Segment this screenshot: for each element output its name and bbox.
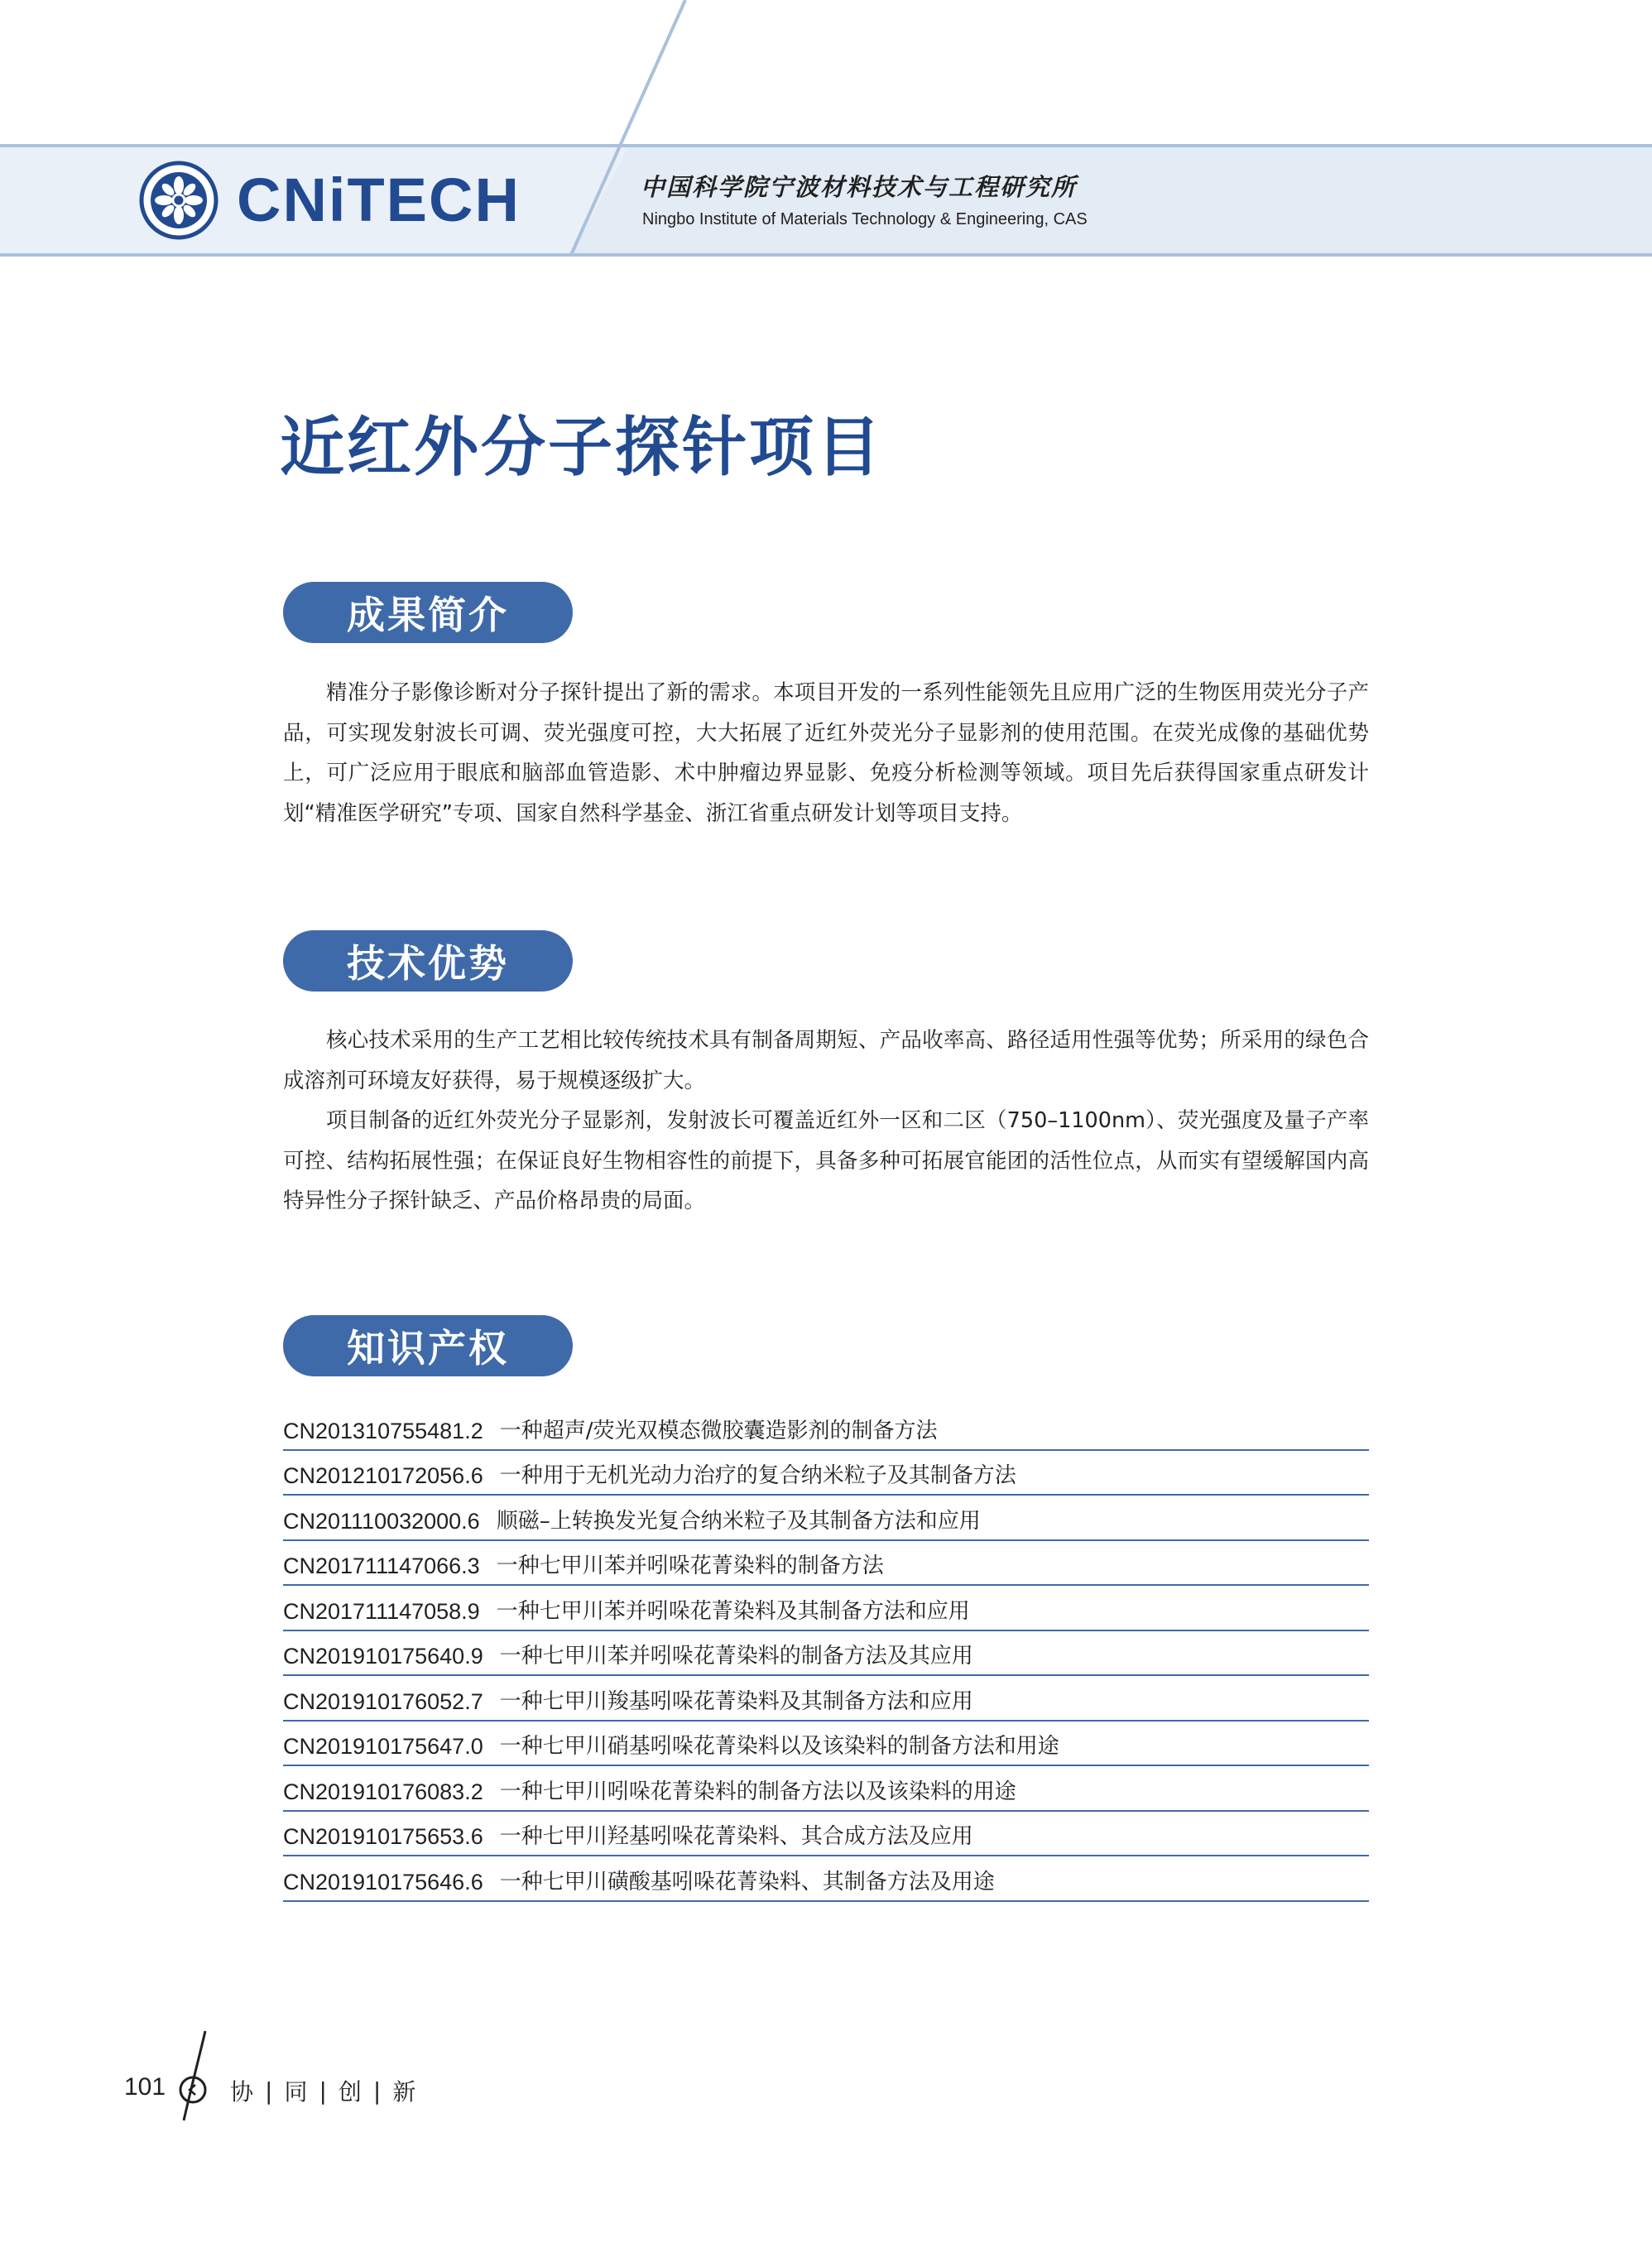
cas-emblem-icon	[139, 161, 219, 240]
separator: |	[372, 2077, 382, 2105]
table-row	[283, 1587, 1369, 1631]
slogan-char: 同	[284, 2078, 308, 2106]
table-row	[283, 1453, 1369, 1496]
patent-title: 一种七甲川苯并吲哚花菁染料的制备方法及其应用	[499, 1644, 973, 1669]
separator: |	[319, 2077, 327, 2105]
advantages-paragraph-1: 核心技术采用的生产工艺相比较传统技术具有制备周期短、产品收率高、路径适用性强等优势；所采用的绿色合成溶剂可环境友好获得，易于规模逐级扩大。	[283, 1028, 1369, 1093]
table-row	[283, 1858, 1369, 1902]
patent-title: 一种七甲川羟基吲哚花菁染料、其合成方法及应用	[499, 1824, 973, 1849]
page-title: 近红外分子探针项目	[280, 411, 884, 485]
patent-title: 一种七甲川苯并吲哚花菁染料的制备方法	[496, 1553, 884, 1578]
section-heading-results: 成果简介	[283, 582, 573, 643]
footer-swirl-icon	[166, 2028, 223, 2127]
table-row	[283, 1497, 1369, 1541]
patent-number: CN201310755481.2	[283, 1418, 483, 1443]
slogan-char: 新	[392, 2078, 416, 2106]
patent-title: 一种超声/荧光双模态微胶囊造影剂的制备方法	[499, 1418, 938, 1443]
patent-list	[283, 1407, 1369, 1902]
patent-title: 一种七甲川硝基吲哚花菁染料以及该染料的制备方法和用途	[499, 1734, 1059, 1759]
patent-number: CN201110032000.6	[283, 1508, 480, 1534]
patent-number: CN201910176083.2	[283, 1779, 483, 1804]
section-heading-advantages: 技术优势	[283, 930, 573, 992]
separator: |	[265, 2077, 273, 2105]
patent-title: 一种用于无机光动力治疗的复合纳米粒子及其制备方法	[499, 1463, 1016, 1488]
patent-number: CN201711147066.3	[283, 1553, 480, 1578]
slogan-char: 协	[230, 2078, 254, 2106]
table-row	[283, 1633, 1369, 1677]
patent-number: CN201711147058.9	[283, 1598, 480, 1624]
page-number: 101	[124, 2073, 166, 2101]
patent-number: CN201910175653.6	[283, 1824, 483, 1849]
patent-title: 一种七甲川磺酸基吲哚花菁染料、其制备方法及用途	[499, 1869, 995, 1894]
patent-title: 一种七甲川羧基吲哚花菁染料及其制备方法和应用	[499, 1688, 973, 1714]
logo	[139, 161, 521, 240]
patent-number: CN201910176052.7	[283, 1688, 483, 1714]
patent-title: 一种七甲川苯并吲哚花菁染料及其制备方法和应用	[496, 1598, 970, 1624]
table-row	[283, 1768, 1369, 1812]
institute-name-en: Ningbo Institute of Materials Technology & Engineering, CAS	[642, 210, 1088, 228]
patent-title: 顺磁–上转换发光复合纳米粒子及其制备方法和应用	[496, 1508, 981, 1534]
patent-title: 一种七甲川吲哚花菁染料的制备方法以及该染料的用途	[499, 1779, 1016, 1804]
institute-name-cn: 中国科学院宁波材料技术与工程研究所	[641, 173, 1078, 201]
patent-number: CN201210172056.6	[283, 1463, 483, 1488]
results-paragraph: 精准分子影像诊断对分子探针提出了新的需求。本项目开发的一系列性能领先且应用广泛的生物医用荧光分子产品，可实现发射波长可调、荧光强度可控，大大拓展了近红外荧光分子显影剂的使用范围。在荧光成像的基础优势上，可广泛应用于眼底和脑部血管造影、术中肿瘤边界显影、免疫分析检测等领域。项目先后获得国家重点研发计划“精准医学研究”专项、国家自然科学基金、浙江省重点研发计划等项目支持。	[283, 680, 1369, 826]
patent-number: CN201910175646.6	[283, 1869, 483, 1894]
table-row	[283, 1678, 1369, 1722]
section-heading-ip: 知识产权	[283, 1315, 573, 1376]
table-row	[283, 1723, 1369, 1767]
slogan-char: 创	[338, 2078, 362, 2106]
table-row	[283, 1813, 1369, 1857]
patent-number: CN201910175640.9	[283, 1644, 483, 1669]
table-row	[283, 1407, 1369, 1451]
patent-number: CN201910175647.0	[283, 1734, 483, 1759]
table-row	[283, 1543, 1369, 1587]
advantages-paragraph-2: 项目制备的近红外荧光分子显影剂，发射波长可覆盖近红外一区和二区（750–1100nm）、荧光强度及量子产率可控、结构拓展性强；在保证良好生物相容性的前提下，具备多种可拓展官能团的活性位点，从而实有望缓解国内高特异性分子探针缺乏、产品价格昂贵的局面。	[283, 1108, 1369, 1213]
logo-text: CNiTECH	[237, 166, 521, 234]
footer-slogan	[230, 2074, 415, 2107]
